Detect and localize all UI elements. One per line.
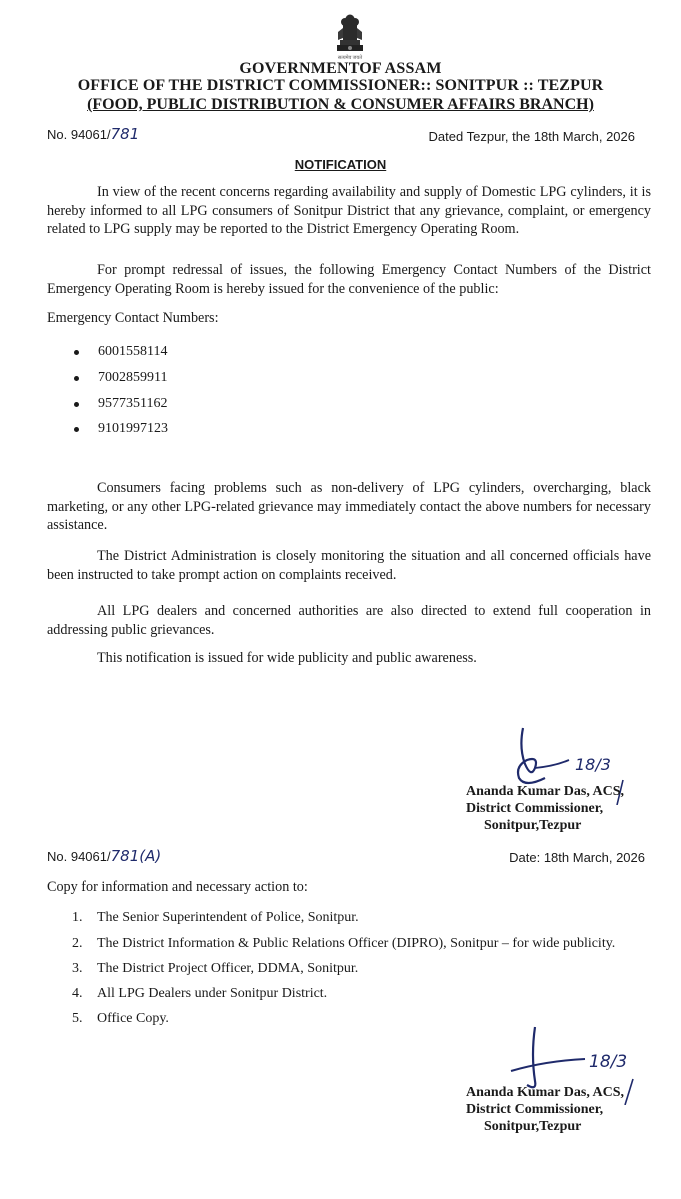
state-emblem-icon [327,10,373,60]
reference-number [47,125,139,143]
copy-date: Date: 18th March, 2026 [509,850,645,865]
bullet-icon [74,350,79,355]
reference-date: Dated Tezpur, the 18th March, 2026 [428,129,635,144]
paragraph-monitoring: The District Administration is closely monitoring the situation and all concerned officials have been instructed to take prompt action on complaints received. [47,548,651,583]
signatory-designation: District Commissioner, [466,801,604,816]
recipient-number: 2. [72,936,83,951]
signatory-name: Ananda Kumar Das, ACS, [466,1085,625,1100]
contacts-heading: Emergency Contact Numbers: [47,310,219,326]
copy-reference-prefix: No. 94061/ [47,849,111,864]
copy-reference-number [47,847,161,865]
paragraph-intro: In view of the recent concerns regarding availability and supply of Domestic LPG cylinders, it is hereby informed to all LPG consumers of Sonitpur District that any grievance, complaint, or emergency related to LPG supply may be reported to the District Emergency Operating Room. [47,184,651,237]
recipient-text: The Senior Superintendent of Police, Sonitpur. [97,910,359,925]
office-title: OFFICE OF THE DISTRICT COMMISSIONER:: SONITPUR :: TEZPUR [77,77,604,94]
signature-date: 18/3 [589,1052,628,1072]
signature-block [466,783,624,834]
contact-number: 6001558114 [98,344,168,359]
signature-block [466,1084,624,1135]
reference-number-handwritten: 781 [110,125,140,143]
reference-number-prefix: No. 94061/ [47,127,111,142]
copy-intro: Copy for information and necessary action to: [47,879,308,895]
paragraph-redressal: For prompt redressal of issues, the following Emergency Contact Numbers of the District Emergency Operating Room is hereby issued for the convenience of the public: [47,262,651,297]
signatory-place: Sonitpur,Tezpur [484,818,582,833]
branch-title: (FOOD, PUBLIC DISTRIBUTION & CONSUMER AFFAIRS BRANCH) [87,96,594,113]
notification-title: NOTIFICATION [294,157,387,172]
contact-number: 9101997123 [98,421,168,436]
signatory-designation: District Commissioner, [466,1102,604,1117]
copy-reference-handwritten: 781(A) [110,847,162,865]
contact-number: 9577351162 [98,396,168,411]
paragraph-dealers: All LPG dealers and concerned authorities are also directed to extend full cooperation in addressing public grievances. [47,603,651,638]
recipient-text: All LPG Dealers under Sonitpur District. [97,986,328,1001]
signature-date: 18/3 [575,755,611,774]
signatory-place: Sonitpur,Tezpur [484,1119,582,1134]
paragraph-publicity: This notification is issued for wide publicity and public awareness. [97,650,477,666]
recipient-text: The District Project Officer, DDMA, Sonitpur. [97,961,359,976]
signatory-name: Ananda Kumar Das, ACS, [466,784,625,799]
recipient-number: 4. [72,986,83,1001]
recipient-text: Office Copy. [97,1011,169,1026]
bullet-icon [74,402,79,407]
contact-number: 7002859911 [98,370,168,385]
recipient-number: 1. [72,910,83,925]
government-title: GOVERNMENTOF ASSAM [239,60,442,77]
recipient-number: 5. [72,1011,83,1026]
emblem-caption: सत्यमेव जयते [337,56,363,61]
bullet-icon [74,427,79,432]
paragraph-consumers: Consumers facing problems such as non-delivery of LPG cylinders, overcharging, black marketing, or any other LPG-related grievance may immediately contact the above numbers for necessary assistance. [47,480,651,533]
recipient-number: 3. [72,961,83,976]
bullet-icon [74,376,79,381]
recipient-text: The District Information & Public Relations Officer (DIPRO), Sonitpur – for wide publicity. [97,936,616,951]
